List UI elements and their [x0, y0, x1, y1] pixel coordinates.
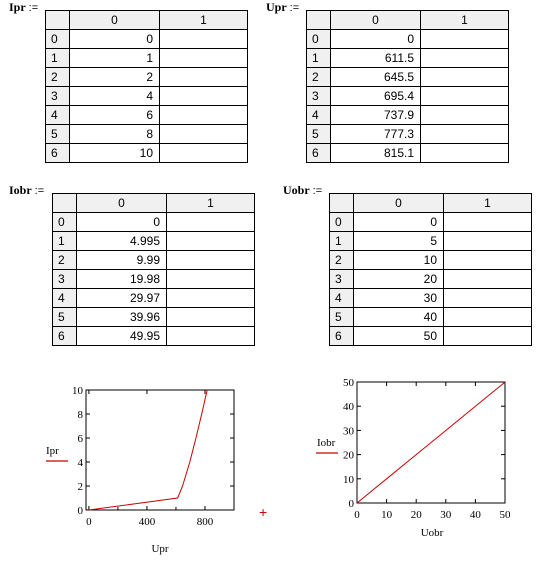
matrix-row: [46, 106, 248, 125]
row-index: 2: [53, 251, 77, 270]
row-index: 3: [53, 270, 77, 289]
column-index-header: 0: [331, 11, 421, 30]
row-index: 4: [53, 289, 77, 308]
row-index: 1: [307, 49, 331, 68]
iobr-uobr-plot[interactable]: [300, 372, 530, 544]
y-tick-label: 6: [77, 433, 83, 445]
row-index: 1: [330, 232, 354, 251]
row-index: 5: [307, 125, 331, 144]
upr-label: [266, 0, 299, 15]
matrix-row: [330, 327, 532, 346]
y-tick-label: 2: [77, 481, 83, 493]
row-index: 0: [46, 30, 70, 49]
matrix-header-row: [53, 194, 255, 213]
matrix-row: [53, 289, 255, 308]
matrix-row: [330, 213, 532, 232]
ipr-upr-plot[interactable]: [0, 380, 260, 560]
x-tick-label: 0: [86, 516, 92, 528]
matrix-cell-empty[interactable]: [444, 289, 532, 308]
row-index: 0: [330, 213, 354, 232]
y-tick-label: 8: [77, 409, 83, 421]
y-tick-label: 50: [343, 377, 354, 389]
matrix-cell-empty[interactable]: [167, 327, 255, 346]
matrix-row: [330, 289, 532, 308]
matrix-row: [53, 270, 255, 289]
matrix-cell[interactable]: 695.4: [331, 87, 421, 106]
matrix-cell-empty[interactable]: [444, 232, 532, 251]
matrix-row: [53, 327, 255, 346]
matrix-cell[interactable]: 50: [354, 327, 444, 346]
y-axis-label: Ipr: [46, 445, 59, 457]
y-tick-label: 10: [343, 473, 354, 486]
row-index: 0: [307, 30, 331, 49]
matrix-cell-empty[interactable]: [160, 68, 248, 87]
matrix-row: [53, 308, 255, 327]
iobr-name: Iobr: [9, 183, 32, 197]
matrix-cell-empty[interactable]: [160, 49, 248, 68]
column-index-header: 0: [70, 11, 160, 30]
row-index: 5: [46, 125, 70, 144]
y-tick-label: 0: [77, 505, 83, 517]
ipr-label: [9, 0, 38, 15]
matrix-row: [307, 49, 509, 68]
assign-operator: :=: [28, 2, 39, 14]
row-index: 5: [53, 308, 77, 327]
assign-operator: :=: [289, 2, 300, 14]
matrix-row: [46, 30, 248, 49]
matrix-cell[interactable]: 2: [70, 68, 160, 87]
x-tick-label: 40: [469, 509, 481, 521]
row-index: 6: [46, 144, 70, 163]
matrix-cell[interactable]: 30: [354, 289, 444, 308]
ipr-matrix[interactable]: [45, 10, 248, 163]
matrix-row: [53, 251, 255, 270]
row-index: 2: [46, 68, 70, 87]
matrix-cell[interactable]: 8: [70, 125, 160, 144]
matrix-row: [53, 213, 255, 232]
matrix-cell-empty[interactable]: [160, 144, 248, 163]
matrix-cell-empty[interactable]: [167, 270, 255, 289]
iobr-matrix[interactable]: [52, 193, 255, 346]
matrix-cell-empty[interactable]: [444, 308, 532, 327]
matrix-cell-empty[interactable]: [444, 213, 532, 232]
series-line: [89, 390, 207, 510]
matrix-corner: [307, 11, 331, 30]
uobr-name: Uobr: [283, 183, 310, 197]
assign-operator: :=: [34, 185, 45, 197]
x-tick-label: 50: [499, 509, 511, 521]
matrix-cell[interactable]: 0: [331, 30, 421, 49]
matrix-row: [307, 125, 509, 144]
row-index: 0: [53, 213, 77, 232]
matrix-header-row: [307, 11, 509, 30]
matrix-cell[interactable]: 0: [354, 213, 444, 232]
x-tick-label: 30: [440, 509, 452, 521]
matrix-row: [307, 30, 509, 49]
row-index: 2: [307, 68, 331, 87]
matrix-row: [46, 144, 248, 163]
matrix-row: [330, 251, 532, 270]
matrix-cell-empty[interactable]: [421, 144, 509, 163]
y-tick-label: 4: [77, 457, 83, 469]
y-axis-label: Iobr: [317, 437, 336, 449]
x-tick-label: 0: [354, 509, 360, 521]
matrix-cell-empty[interactable]: [421, 87, 509, 106]
matrix-cell-empty[interactable]: [167, 308, 255, 327]
ipr-name: Ipr: [9, 0, 26, 14]
matrix-cell-empty[interactable]: [167, 251, 255, 270]
matrix-header-row: [330, 194, 532, 213]
matrix-corner: [46, 11, 70, 30]
matrix-cell[interactable]: 5: [354, 232, 444, 251]
row-index: 6: [53, 327, 77, 346]
row-index: 2: [330, 251, 354, 270]
row-index: 1: [53, 232, 77, 251]
matrix-cell[interactable]: 10: [354, 251, 444, 270]
crosshair-cursor: +: [259, 504, 268, 520]
row-index: 3: [330, 270, 354, 289]
matrix-cell-empty[interactable]: [167, 213, 255, 232]
matrix-cell[interactable]: 39.96: [77, 308, 167, 327]
column-index-header: 0: [354, 194, 444, 213]
matrix-cell[interactable]: 815.1: [331, 144, 421, 163]
x-tick-label: 800: [196, 516, 214, 528]
matrix-row: [330, 232, 532, 251]
assign-operator: :=: [312, 185, 323, 197]
y-tick-label: 30: [343, 425, 354, 438]
row-index: 6: [307, 144, 331, 163]
y-tick-label: 40: [343, 401, 354, 414]
row-index: 5: [330, 308, 354, 327]
matrix-row: [46, 87, 248, 106]
matrix-cell[interactable]: 4.995: [77, 232, 167, 251]
upr-name: Upr: [266, 0, 287, 14]
matrix-cell-empty[interactable]: [160, 30, 248, 49]
matrix-cell[interactable]: 737.9: [331, 106, 421, 125]
matrix-cell[interactable]: 6: [70, 106, 160, 125]
matrix-cell[interactable]: 611.5: [331, 49, 421, 68]
column-index-header: 1: [421, 11, 509, 30]
x-axis-label: Uobr: [420, 527, 444, 539]
matrix-cell-empty[interactable]: [421, 49, 509, 68]
matrix-cell-empty[interactable]: [421, 106, 509, 125]
matrix-cell-empty[interactable]: [160, 125, 248, 144]
matrix-row: [46, 49, 248, 68]
matrix-cell[interactable]: 1: [70, 49, 160, 68]
row-index: 3: [307, 87, 331, 106]
matrix-row: [307, 87, 509, 106]
x-tick-label: 400: [138, 516, 156, 528]
column-index-header: 1: [444, 194, 532, 213]
matrix-cell-empty[interactable]: [160, 106, 248, 125]
y-tick-label: 20: [343, 449, 354, 462]
matrix-header-row: [46, 11, 248, 30]
matrix-cell-empty[interactable]: [421, 68, 509, 87]
matrix-cell-empty[interactable]: [167, 289, 255, 308]
x-tick-label: 20: [410, 509, 422, 521]
row-index: 3: [46, 87, 70, 106]
row-index: 4: [330, 289, 354, 308]
matrix-cell[interactable]: 777.3: [331, 125, 421, 144]
uobr-matrix[interactable]: [329, 193, 532, 346]
matrix-cell-empty[interactable]: [421, 125, 509, 144]
column-index-header: 1: [167, 194, 255, 213]
row-index: 1: [46, 49, 70, 68]
matrix-cell[interactable]: 20: [354, 270, 444, 289]
matrix-row: [307, 144, 509, 163]
matrix-row: [330, 308, 532, 327]
matrix-cell[interactable]: 0: [77, 213, 167, 232]
iobr-label: [9, 183, 44, 198]
matrix-cell-empty[interactable]: [444, 327, 532, 346]
matrix-row: [53, 232, 255, 251]
matrix-corner: [53, 194, 77, 213]
matrix-cell[interactable]: 29.97: [77, 289, 167, 308]
column-index-header: 0: [77, 194, 167, 213]
matrix-row: [330, 270, 532, 289]
column-index-header: 1: [160, 11, 248, 30]
matrix-cell-empty[interactable]: [421, 30, 509, 49]
matrix-cell[interactable]: 0: [70, 30, 160, 49]
y-tick-label: 10: [72, 385, 83, 397]
matrix-cell-empty[interactable]: [160, 87, 248, 106]
matrix-row: [46, 125, 248, 144]
plot-frame: [86, 390, 234, 510]
series-line: [357, 382, 505, 503]
matrix-cell[interactable]: 49.95: [77, 327, 167, 346]
matrix-cell[interactable]: 19.98: [77, 270, 167, 289]
upr-matrix[interactable]: [306, 10, 509, 163]
x-tick-label: 10: [381, 509, 393, 521]
y-tick-label: 0: [348, 498, 354, 510]
matrix-cell[interactable]: 4: [70, 87, 160, 106]
matrix-row: [46, 68, 248, 87]
x-axis-label: Upr: [151, 543, 169, 555]
uobr-label: [283, 183, 322, 198]
matrix-cell[interactable]: 9.99: [77, 251, 167, 270]
matrix-cell-empty[interactable]: [444, 270, 532, 289]
row-index: 4: [307, 106, 331, 125]
matrix-cell[interactable]: 645.5: [331, 68, 421, 87]
matrix-cell[interactable]: 40: [354, 308, 444, 327]
matrix-row: [307, 106, 509, 125]
row-index: 6: [330, 327, 354, 346]
row-index: 4: [46, 106, 70, 125]
matrix-row: [307, 68, 509, 87]
matrix-cell-empty[interactable]: [444, 251, 532, 270]
matrix-cell[interactable]: 10: [70, 144, 160, 163]
matrix-corner: [330, 194, 354, 213]
matrix-cell-empty[interactable]: [167, 232, 255, 251]
